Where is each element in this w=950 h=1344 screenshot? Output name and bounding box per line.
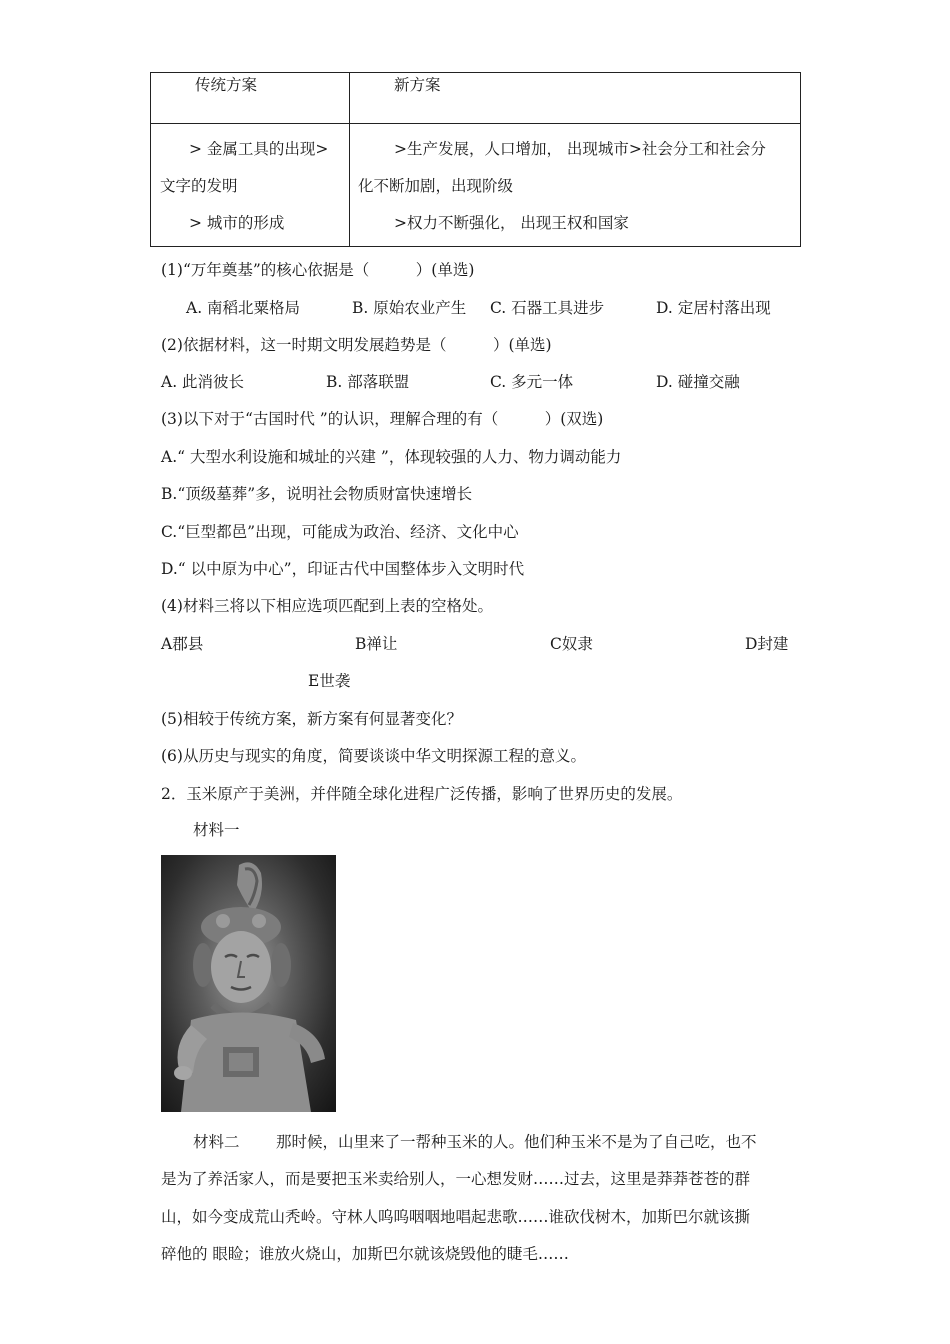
material-2-line-2: 是为了养活家人，而是要把玉米卖给别人，一心想发财……过去，这里是莽莽苍苍的群 <box>161 1170 751 1188</box>
q4-option-e: E世袭 <box>308 672 351 690</box>
q4-option-d: D封建 <box>745 635 789 653</box>
q4-option-a: A郡县 <box>161 635 204 653</box>
question-1-text: (1)“万年奠基”的核心依据是（ ）(单选) <box>161 261 475 279</box>
q3-option-c: C.“巨型都邑”出现，可能成为政治、经济、文化中心 <box>161 523 519 541</box>
q2-option-c: C. 多元一体 <box>490 373 574 391</box>
question-4-text: (4)材料三将以下相应选项匹配到上表的空格处。 <box>161 597 493 615</box>
q2-option-a: A. 此消彼长 <box>161 373 245 391</box>
traditional-line-3: > 城市的形成 <box>189 214 285 232</box>
material-2-label: 材料二 <box>193 1133 240 1151</box>
q1-option-a: A. 南稻北粟格局 <box>186 299 301 317</box>
material-2-line-3: 山，如今变成荒山秃岭。守林人呜呜咽咽地唱起悲歌……谁砍伐树木，加斯巴尔就该撕 <box>161 1208 751 1226</box>
new-line-3: >权力不断强化， 出现王权和国家 <box>394 214 629 232</box>
q1-option-c: C. 石器工具进步 <box>490 299 605 317</box>
q2-option-b: B. 部落联盟 <box>326 373 410 391</box>
question-2-section-text: 2．玉米原产于美洲，并伴随全球化进程广泛传播，影响了世界历史的发展。 <box>161 785 683 803</box>
q3-option-d: D.“ 以中原为中心”，印证古代中国整体步入文明时代 <box>161 560 525 578</box>
table-cell-new <box>350 124 801 247</box>
traditional-line-2: 文字的发明 <box>160 177 238 195</box>
comparison-table <box>150 72 801 247</box>
question-5-text: (5)相较于传统方案，新方案有何显著变化？ <box>161 710 462 728</box>
sculpture-image <box>161 855 336 1112</box>
material-1-label: 材料一 <box>193 821 240 839</box>
table-header-new: 新方案 <box>350 73 801 124</box>
new-line-2: 化不断加剧，出现阶级 <box>358 177 514 195</box>
question-2-text: (2)依据材料，这一时期文明发展趋势是（ ）(单选) <box>161 336 552 354</box>
question-6-text: (6)从历史与现实的角度，简要谈谈中华文明探源工程的意义。 <box>161 747 586 765</box>
question-3-text: (3)以下对于“古国时代 ”的认识，理解合理的有（ ）(双选) <box>161 410 604 428</box>
q1-option-d: D. 定居村落出现 <box>656 299 771 317</box>
table-cell-traditional <box>151 124 350 247</box>
material-2-line-4: 碎他的 眼睑；谁放火烧山，加斯巴尔就该烧毁他的睫毛…… <box>161 1245 569 1263</box>
q3-option-b: B.“顶级墓葬”多，说明社会物质财富快速增长 <box>161 485 473 503</box>
table-header-row <box>151 73 801 124</box>
q4-option-c: C奴隶 <box>550 635 593 653</box>
material-2-line-1: 那时候，山里来了一帮种玉米的人。他们种玉米不是为了自己吃，也不 <box>276 1133 757 1151</box>
traditional-line-1: > 金属工具的出现> <box>189 140 329 158</box>
new-line-1: >生产发展，人口增加， 出现城市>社会分工和社会分 <box>394 140 766 158</box>
q4-option-b: B禅让 <box>355 635 398 653</box>
table-row <box>151 124 801 247</box>
maya-maize-god-sculpture-photo <box>161 855 336 1112</box>
table-header-traditional: 传统方案 <box>151 73 350 124</box>
q1-option-b: B. 原始农业产生 <box>352 299 467 317</box>
q3-option-a: A.“ 大型水利设施和城址的兴建 ”，体现较强的人力、物力调动能力 <box>161 448 622 466</box>
q2-option-d: D. 碰撞交融 <box>656 373 740 391</box>
